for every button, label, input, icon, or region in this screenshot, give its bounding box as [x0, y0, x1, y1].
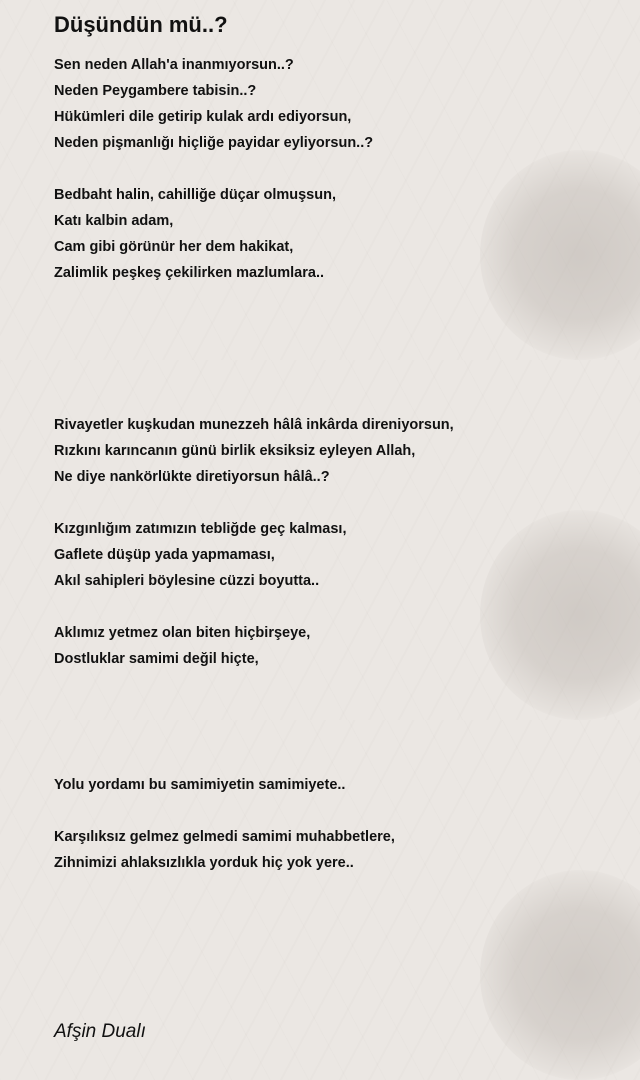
poem-line: Sen neden Allah'a inanmıyorsun..? — [54, 57, 294, 73]
poem-line: Aklımız yetmez olan biten hiçbirşeye, — [54, 625, 311, 641]
poem-line: Katı kalbin adam, — [54, 213, 174, 229]
poem-line: Zalimlik peşkeş çekilirken mazlumlara.. — [54, 265, 325, 281]
poem-line: Hükümleri dile getirip kulak ardı ediyorsun, — [54, 109, 352, 125]
poem-line: Rivayetler kuşkudan munezzeh hâlâ inkârda direniyorsun, — [54, 417, 454, 433]
poem-author: Afşin Dualı — [54, 1021, 146, 1042]
poem-title: Düşündün mü..? — [54, 12, 228, 37]
poem-line: Rızkını karıncanın günü birlik eksiksiz eyleyen Allah, — [54, 443, 416, 459]
poem-line: Bedbaht halin, cahilliğe düçar olmuşsun, — [54, 187, 336, 203]
poem-line: Karşılıksız gelmez gelmedi samimi muhabbetlere, — [54, 829, 395, 845]
poem-line: Cam gibi görünür her dem hakikat, — [54, 239, 294, 255]
ink-blot-decoration — [480, 510, 640, 720]
poem-line: Kızgınlığım zatımızın tebliğde geç kalması, — [54, 521, 347, 537]
poem-line: Gaflete düşüp yada yapmaması, — [54, 547, 275, 563]
background-panel-1 — [0, 0, 640, 360]
poem-line: Akıl sahipleri böylesine cüzzi boyutta.. — [54, 573, 320, 589]
poem-line: Neden pişmanlığı hiçliğe payidar eyliyorsun..? — [54, 135, 374, 151]
poem-line: Yolu yordamı bu samimiyetin samimiyete.. — [54, 777, 346, 793]
poem-line: Ne diye nankörlükte diretiyorsun hâlâ..? — [54, 469, 330, 485]
poem-line: Dostluklar samimi değil hiçte, — [54, 651, 259, 667]
ink-blot-decoration — [480, 150, 640, 360]
poem-line: Zihnimizi ahlaksızlıkla yorduk hiç yok yere.. — [54, 855, 354, 871]
poem-line: Neden Peygambere tabisin..? — [54, 83, 257, 99]
ink-blot-decoration — [480, 870, 640, 1080]
